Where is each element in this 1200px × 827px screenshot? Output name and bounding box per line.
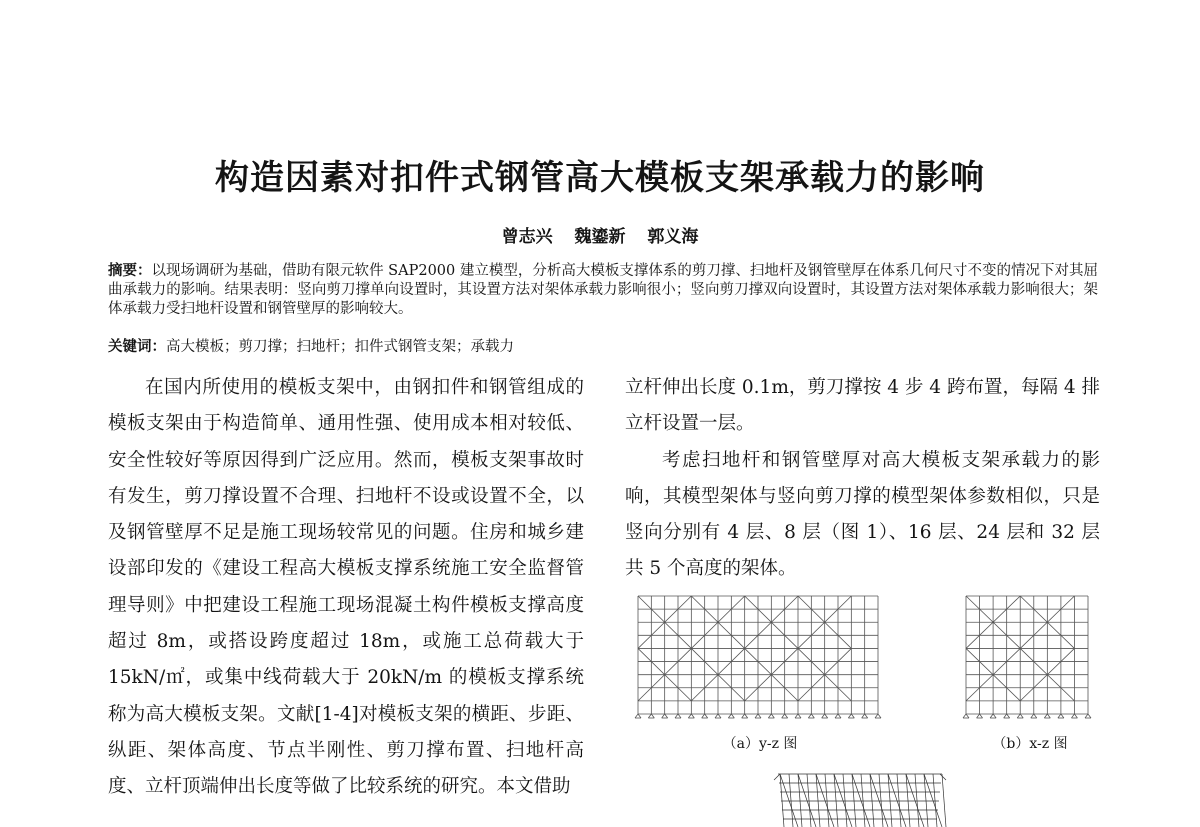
frame-support — [702, 714, 705, 718]
frame-support — [862, 714, 865, 718]
frame-support — [993, 714, 996, 718]
keywords-label: 关键词： — [108, 339, 166, 355]
figure-3d-frame — [770, 770, 950, 827]
frame-support — [878, 714, 881, 718]
frame-support — [691, 714, 694, 718]
abstract-label: 摘要： — [108, 263, 152, 279]
frame-support — [662, 714, 665, 718]
frame-support — [1007, 714, 1010, 718]
frame-support — [835, 714, 838, 718]
frame-support — [1061, 714, 1064, 718]
figure-yz-elevation — [632, 590, 884, 725]
frame-support — [782, 714, 785, 718]
frame-support — [980, 714, 983, 718]
paper-title: 构造因素对扣件式钢管高大模板支架承载力的影响 — [215, 158, 985, 198]
frame-support — [825, 714, 828, 718]
frame-support — [638, 714, 641, 718]
frame-support — [1004, 714, 1007, 718]
figure-caption-a: （a）y-z 图 — [722, 736, 798, 752]
frame-support — [1020, 714, 1023, 718]
frame-support — [742, 714, 745, 718]
frame-support — [966, 714, 969, 718]
frame-support — [635, 714, 638, 718]
frame-support — [875, 714, 878, 718]
frame-support — [651, 714, 654, 718]
frame-support — [838, 714, 841, 718]
frame-support — [963, 714, 966, 718]
frame-support — [1034, 714, 1037, 718]
frame-support — [678, 714, 681, 718]
frame-support — [755, 714, 758, 718]
frame-support — [1031, 714, 1034, 718]
frame-support — [1044, 714, 1047, 718]
frame-support — [1071, 714, 1074, 718]
frame-support — [675, 714, 678, 718]
frame-support — [822, 714, 825, 718]
frame-support — [865, 714, 868, 718]
frame-support — [758, 714, 761, 718]
frame-3d-member — [774, 774, 780, 780]
frame-support — [808, 714, 811, 718]
body-paragraph: 在国内所使用的模板支架中，由钢扣件和钢管组成的模板支架由于构造简单、通用性强、使用成本相对较低、安全性较好等原因得到广泛应用。然而，模板支架事故时有发生，剪刀撑设置不合理、扫地杆不设或设置不全，以及钢管壁厚不足是施工现场较常见的问题。住房和城乡建设部印发的《建设工程高大模板支撑系统施工安全监督管理导则》中把建设工程施工现场混凝土构件模板支撑高度超过 8m，或搭设跨度超过 18m，或施工总荷载大于 15kN/㎡，或集中线荷载大于 20kN/m 的模板支撑系统称为高大模板支架。文献[1-4]对模板支架的横距、步距、纵距、架体高度、节点半刚性、剪刀撑布置、扫地杆高度、立杆顶端伸出长度等做了比较系统的研究。本文借助 — [108, 377, 584, 798]
frame-support — [718, 714, 721, 718]
frame-support — [1088, 714, 1091, 718]
frame-support — [768, 714, 771, 718]
body-column-right — [625, 370, 1100, 588]
frame-support — [990, 714, 993, 718]
frame-support — [648, 714, 651, 718]
frame-support — [795, 714, 798, 718]
keywords-text: 高大模板；剪刀撑；扫地杆；扣件式钢管支架；承载力 — [166, 339, 514, 355]
frame-support — [688, 714, 691, 718]
frame-support — [1074, 714, 1077, 718]
body-paragraph: 立杆伸出长度 0.1m，剪刀撑按 4 步 4 跨布置，每隔 4 排立杆设置一层。 — [625, 377, 1100, 435]
abstract — [108, 262, 1098, 319]
frame-support — [1017, 714, 1020, 718]
abstract-text: 以现场调研为基础，借助有限元软件 SAP2000 建立模型，分析高大模板支撑体系的剪刀撑、扫地杆及钢管壁厚在体系几何尺寸不变的情况下对其屈曲承载力的影响。结果表明：竖向剪刀撑单向设置时，其设置方法对架体承载力影响很小；竖向剪刀撑双向设置时，其设置方法对架体承载力影响很大；架体承载力受扫地杆设置和钢管壁厚的影响较大。 — [108, 263, 1098, 317]
frame-support — [745, 714, 748, 718]
frame-support — [731, 714, 734, 718]
frame-support — [785, 714, 788, 718]
frame-support — [977, 714, 980, 718]
keywords — [108, 338, 1098, 357]
body-column-left — [108, 370, 584, 806]
body-paragraph: 考虑扫地杆和钢管壁厚对高大模板支架承载力的影响，其模型架体与竖向剪刀撑的模型架体参数相似，只是竖向分别有 4 层、8 层（图 1）、16 层、24 层和 32 层共 5 个高度的架体。 — [625, 449, 1100, 580]
frame-support — [771, 714, 774, 718]
author-line: 曾志兴 魏鎏新 郭义海 — [501, 227, 699, 247]
frame-support — [811, 714, 814, 718]
frame-support — [665, 714, 668, 718]
frame-support — [1058, 714, 1061, 718]
figure-caption-b: （b）x-z 图 — [992, 736, 1068, 752]
frame-support — [851, 714, 854, 718]
frame-support — [798, 714, 801, 718]
frame-support — [715, 714, 718, 718]
frame-3d-member — [940, 774, 946, 780]
frame-support — [848, 714, 851, 718]
figure-xz-elevation — [960, 590, 1095, 725]
frame-support — [728, 714, 731, 718]
frame-support — [1047, 714, 1050, 718]
frame-support — [1085, 714, 1088, 718]
frame-3d-member — [942, 774, 946, 827]
frame-support — [705, 714, 708, 718]
